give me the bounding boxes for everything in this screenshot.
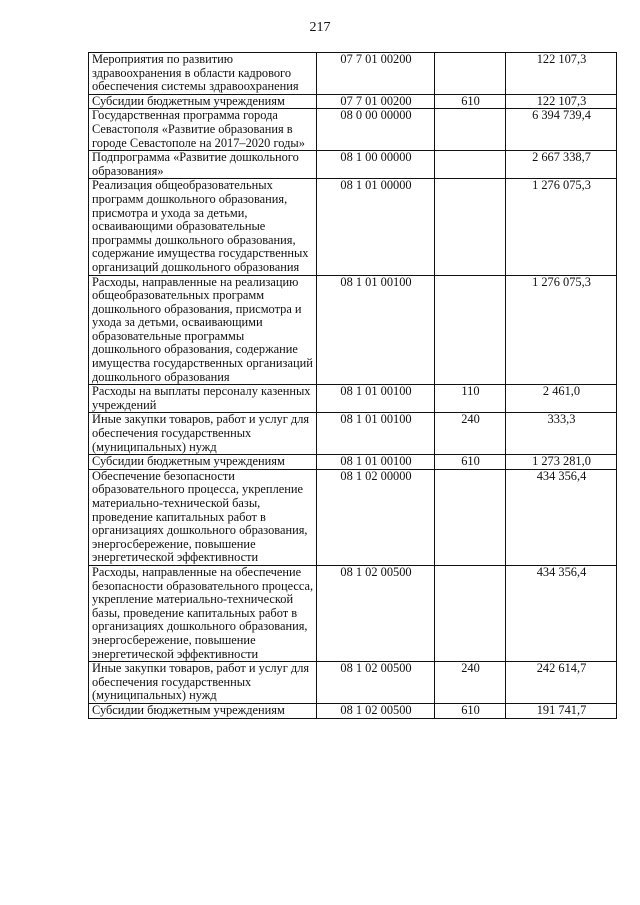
row-name: Государственная программа города Севастополя «Развитие образования в городе Севастополе на 2017–2020 годы» — [89, 109, 317, 151]
row-code: 08 1 02 00500 — [317, 662, 435, 704]
row-amount: 6 394 739,4 — [506, 109, 617, 151]
row-amount: 1 273 281,0 — [506, 455, 617, 470]
row-code: 08 1 01 00100 — [317, 275, 435, 385]
row-name: Субсидии бюджетным учреждениям — [89, 94, 317, 109]
row-amount: 242 614,7 — [506, 662, 617, 704]
row-type — [435, 179, 506, 275]
row-code: 07 7 01 00200 — [317, 53, 435, 95]
row-name: Расходы, направленные на обеспечение безопасности образовательного процесса, укрепление материально-технической базы, проведение капитальных работ в организациях дошкольного образования, энергосбережение, повышение энергетической эффективности — [89, 565, 317, 661]
row-code: 08 1 01 00000 — [317, 179, 435, 275]
row-type: 240 — [435, 662, 506, 704]
row-amount: 434 356,4 — [506, 565, 617, 661]
table-row — [89, 94, 617, 109]
row-code: 08 1 02 00500 — [317, 565, 435, 661]
row-name: Субсидии бюджетным учреждениям — [89, 703, 317, 718]
row-name: Реализация общеобразовательных программ дошкольного образования, присмотра и ухода за детьми, осваивающими образовательные программы дошкольного образования, содержание имущества государственных организаций дошкольного образования — [89, 179, 317, 275]
row-name: Иные закупки товаров, работ и услуг для обеспечения государственных (муниципальных) нужд — [89, 413, 317, 455]
row-type: 610 — [435, 455, 506, 470]
table-row — [89, 385, 617, 413]
row-name: Подпрограмма «Развитие дошкольного образования» — [89, 151, 317, 179]
table-row — [89, 413, 617, 455]
row-code: 08 1 01 00100 — [317, 455, 435, 470]
row-amount: 1 276 075,3 — [506, 275, 617, 385]
row-code: 08 1 01 00100 — [317, 413, 435, 455]
table-row — [89, 275, 617, 385]
table-row — [89, 455, 617, 470]
row-amount: 191 741,7 — [506, 703, 617, 718]
row-type — [435, 469, 506, 565]
row-code: 07 7 01 00200 — [317, 94, 435, 109]
row-type: 610 — [435, 703, 506, 718]
budget-table — [88, 52, 617, 719]
row-type — [435, 565, 506, 661]
row-amount: 434 356,4 — [506, 469, 617, 565]
row-type — [435, 109, 506, 151]
row-amount: 122 107,3 — [506, 94, 617, 109]
row-name: Расходы на выплаты персоналу казенных учреждений — [89, 385, 317, 413]
row-code: 08 1 02 00000 — [317, 469, 435, 565]
row-name: Мероприятия по развитию здравоохранения в области кадрового обеспечения системы здравоохранения — [89, 53, 317, 95]
table-row — [89, 703, 617, 718]
row-amount: 1 276 075,3 — [506, 179, 617, 275]
row-name: Обеспечение безопасности образовательного процесса, укрепление материально-технической базы, проведение капитальных работ в организациях дошкольного образования, энергосбережение, повышение энергетической эффективности — [89, 469, 317, 565]
row-type — [435, 53, 506, 95]
row-type — [435, 151, 506, 179]
row-type — [435, 275, 506, 385]
row-name: Расходы, направленные на реализацию общеобразовательных программ дошкольного образования, присмотра и ухода за детьми, осваивающими образовательные программы дошкольного образования, содержание имущества государственных организаций дошкольного образования — [89, 275, 317, 385]
row-name: Субсидии бюджетным учреждениям — [89, 455, 317, 470]
row-name: Иные закупки товаров, работ и услуг для обеспечения государственных (муниципальных) нужд — [89, 662, 317, 704]
row-code: 08 1 00 00000 — [317, 151, 435, 179]
row-amount: 2 667 338,7 — [506, 151, 617, 179]
table-row — [89, 469, 617, 565]
row-type: 110 — [435, 385, 506, 413]
table-row — [89, 565, 617, 661]
table-row — [89, 662, 617, 704]
table-row — [89, 53, 617, 95]
page-number: 217 — [309, 20, 331, 35]
row-code: 08 1 02 00500 — [317, 703, 435, 718]
table-row — [89, 109, 617, 151]
row-amount: 333,3 — [506, 413, 617, 455]
row-type: 610 — [435, 94, 506, 109]
table-row — [89, 151, 617, 179]
table-row — [89, 179, 617, 275]
row-amount: 2 461,0 — [506, 385, 617, 413]
row-code: 08 0 00 00000 — [317, 109, 435, 151]
row-amount: 122 107,3 — [506, 53, 617, 95]
row-code: 08 1 01 00100 — [317, 385, 435, 413]
row-type: 240 — [435, 413, 506, 455]
